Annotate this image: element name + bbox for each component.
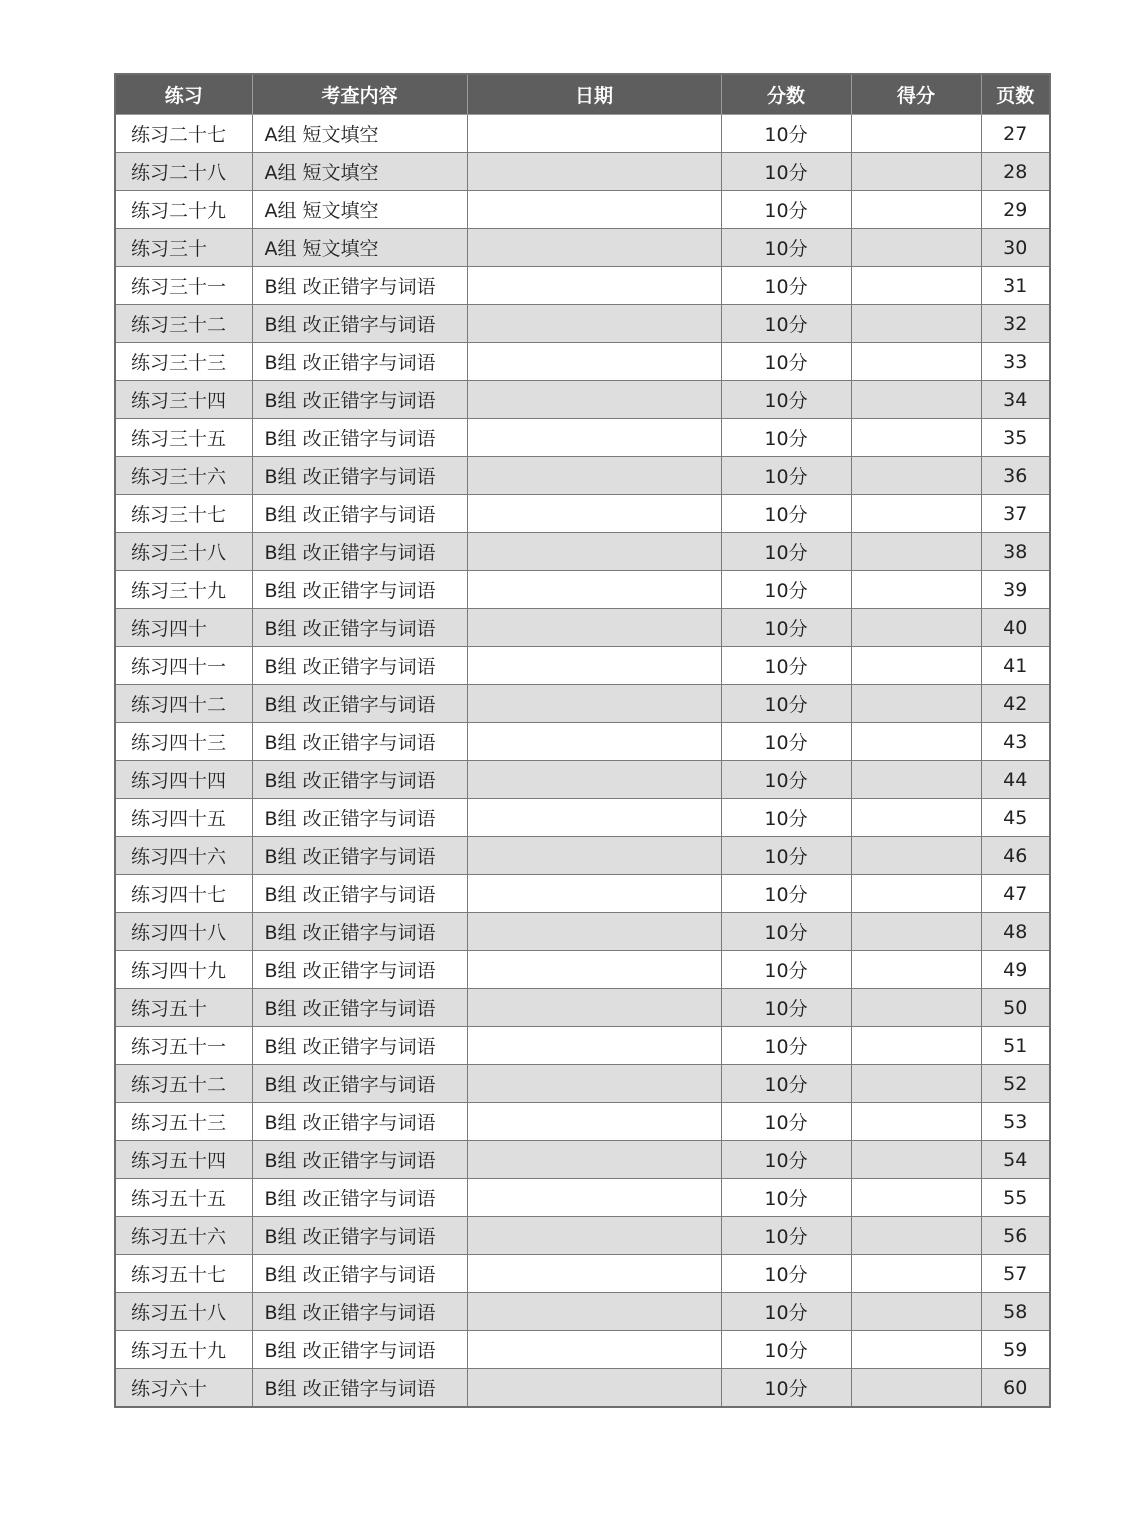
date-cell[interactable] (467, 1255, 721, 1293)
content-cell: B组 改正错字与词语 (252, 381, 467, 419)
date-cell[interactable] (467, 989, 721, 1027)
score-cell: 10分 (721, 1179, 851, 1217)
date-cell[interactable] (467, 267, 721, 305)
exercise-name-cell: 练习三十九 (115, 571, 252, 609)
earned-score-cell[interactable] (851, 1331, 981, 1369)
page-number-cell: 30 (981, 229, 1050, 267)
exercise-name-cell: 练习五十一 (115, 1027, 252, 1065)
table-row (115, 1331, 1050, 1369)
table-header (115, 74, 1050, 115)
score-cell: 10分 (721, 457, 851, 495)
date-cell[interactable] (467, 153, 721, 191)
date-cell[interactable] (467, 875, 721, 913)
exercise-name-cell: 练习四十四 (115, 761, 252, 799)
earned-score-cell[interactable] (851, 647, 981, 685)
score-cell: 10分 (721, 1369, 851, 1408)
page-number-cell: 56 (981, 1217, 1050, 1255)
exercise-name-cell: 练习三十二 (115, 305, 252, 343)
exercise-name-cell: 练习四十九 (115, 951, 252, 989)
score-cell: 10分 (721, 647, 851, 685)
page-number-cell: 42 (981, 685, 1050, 723)
earned-score-cell[interactable] (851, 1141, 981, 1179)
table-row (115, 495, 1050, 533)
table-row (115, 685, 1050, 723)
date-cell[interactable] (467, 1065, 721, 1103)
earned-score-cell[interactable] (851, 1179, 981, 1217)
content-cell: B组 改正错字与词语 (252, 685, 467, 723)
exercise-name-cell: 练习三十一 (115, 267, 252, 305)
header-row (115, 74, 1050, 115)
table-row (115, 305, 1050, 343)
score-cell: 10分 (721, 1027, 851, 1065)
content-cell: B组 改正错字与词语 (252, 1331, 467, 1369)
exercise-name-cell: 练习三十 (115, 229, 252, 267)
table-row (115, 723, 1050, 761)
earned-score-cell[interactable] (851, 685, 981, 723)
content-cell: B组 改正错字与词语 (252, 457, 467, 495)
earned-score-cell[interactable] (851, 115, 981, 153)
content-cell: B组 改正错字与词语 (252, 1065, 467, 1103)
score-cell: 10分 (721, 305, 851, 343)
score-cell: 10分 (721, 875, 851, 913)
table-row (115, 191, 1050, 229)
content-cell: B组 改正错字与词语 (252, 1179, 467, 1217)
date-cell[interactable] (467, 685, 721, 723)
page-number-cell: 59 (981, 1331, 1050, 1369)
earned-score-cell[interactable] (851, 191, 981, 229)
page-number-cell: 39 (981, 571, 1050, 609)
earned-score-cell[interactable] (851, 1255, 981, 1293)
table-row (115, 989, 1050, 1027)
exercise-name-cell: 练习四十五 (115, 799, 252, 837)
exercise-name-cell: 练习四十八 (115, 913, 252, 951)
date-cell[interactable] (467, 419, 721, 457)
table-row (115, 1103, 1050, 1141)
table-row (115, 1369, 1050, 1408)
date-cell[interactable] (467, 1179, 721, 1217)
content-cell: B组 改正错字与词语 (252, 343, 467, 381)
table-row (115, 267, 1050, 305)
page-number-cell: 27 (981, 115, 1050, 153)
exercise-name-cell: 练习三十四 (115, 381, 252, 419)
date-cell[interactable] (467, 1141, 721, 1179)
date-cell[interactable] (467, 533, 721, 571)
earned-score-cell[interactable] (851, 571, 981, 609)
exercise-name-cell: 练习五十四 (115, 1141, 252, 1179)
table-row (115, 951, 1050, 989)
content-cell: B组 改正错字与词语 (252, 1103, 467, 1141)
page-number-cell: 28 (981, 153, 1050, 191)
page-number-cell: 53 (981, 1103, 1050, 1141)
exercise-table (114, 73, 1051, 1408)
header-score: 分数 (721, 74, 851, 115)
table-row (115, 837, 1050, 875)
table-body (115, 115, 1050, 1408)
content-cell: B组 改正错字与词语 (252, 875, 467, 913)
exercise-name-cell: 练习四十 (115, 609, 252, 647)
earned-score-cell[interactable] (851, 153, 981, 191)
exercise-name-cell: 练习四十三 (115, 723, 252, 761)
header-page: 页数 (981, 74, 1050, 115)
table-row (115, 343, 1050, 381)
date-cell[interactable] (467, 951, 721, 989)
page-number-cell: 43 (981, 723, 1050, 761)
page-number-cell: 45 (981, 799, 1050, 837)
page-number-cell: 47 (981, 875, 1050, 913)
table-row (115, 913, 1050, 951)
date-cell[interactable] (467, 381, 721, 419)
header-date: 日期 (467, 74, 721, 115)
page-number-cell: 57 (981, 1255, 1050, 1293)
score-cell: 10分 (721, 913, 851, 951)
score-cell: 10分 (721, 191, 851, 229)
table-row (115, 1179, 1050, 1217)
table-row (115, 799, 1050, 837)
score-cell: 10分 (721, 799, 851, 837)
content-cell: B组 改正错字与词语 (252, 1217, 467, 1255)
page-number-cell: 29 (981, 191, 1050, 229)
exercise-name-cell: 练习三十七 (115, 495, 252, 533)
table-row (115, 571, 1050, 609)
exercise-name-cell: 练习二十九 (115, 191, 252, 229)
table-row (115, 1255, 1050, 1293)
date-cell[interactable] (467, 343, 721, 381)
table-row (115, 609, 1050, 647)
page-number-cell: 37 (981, 495, 1050, 533)
page-number-cell: 41 (981, 647, 1050, 685)
earned-score-cell[interactable] (851, 495, 981, 533)
exercise-name-cell: 练习二十七 (115, 115, 252, 153)
content-cell: A组 短文填空 (252, 229, 467, 267)
exercise-name-cell: 练习五十二 (115, 1065, 252, 1103)
exercise-name-cell: 练习四十一 (115, 647, 252, 685)
exercise-name-cell: 练习五十九 (115, 1331, 252, 1369)
table-row (115, 647, 1050, 685)
score-cell: 10分 (721, 1065, 851, 1103)
content-cell: A组 短文填空 (252, 115, 467, 153)
table-row (115, 1027, 1050, 1065)
exercise-name-cell: 练习二十八 (115, 153, 252, 191)
score-cell: 10分 (721, 533, 851, 571)
score-cell: 10分 (721, 495, 851, 533)
content-cell: B组 改正错字与词语 (252, 267, 467, 305)
date-cell[interactable] (467, 305, 721, 343)
date-cell[interactable] (467, 1027, 721, 1065)
content-cell: B组 改正错字与词语 (252, 305, 467, 343)
date-cell[interactable] (467, 723, 721, 761)
table-row (115, 381, 1050, 419)
page-number-cell: 55 (981, 1179, 1050, 1217)
header-earned: 得分 (851, 74, 981, 115)
content-cell: B组 改正错字与词语 (252, 1141, 467, 1179)
page-number-cell: 54 (981, 1141, 1050, 1179)
exercise-name-cell: 练习六十 (115, 1369, 252, 1408)
date-cell[interactable] (467, 1293, 721, 1331)
page-number-cell: 36 (981, 457, 1050, 495)
earned-score-cell[interactable] (851, 419, 981, 457)
earned-score-cell[interactable] (851, 381, 981, 419)
table-row (115, 153, 1050, 191)
table-row (115, 1141, 1050, 1179)
content-cell: B组 改正错字与词语 (252, 419, 467, 457)
date-cell[interactable] (467, 1369, 721, 1408)
content-cell: B组 改正错字与词语 (252, 647, 467, 685)
earned-score-cell[interactable] (851, 913, 981, 951)
exercise-name-cell: 练习三十八 (115, 533, 252, 571)
page-number-cell: 40 (981, 609, 1050, 647)
date-cell[interactable] (467, 229, 721, 267)
score-cell: 10分 (721, 419, 851, 457)
earned-score-cell[interactable] (851, 1103, 981, 1141)
date-cell[interactable] (467, 115, 721, 153)
date-cell[interactable] (467, 761, 721, 799)
header-exercise: 练习 (115, 74, 252, 115)
date-cell[interactable] (467, 495, 721, 533)
content-cell: B组 改正错字与词语 (252, 989, 467, 1027)
exercise-name-cell: 练习三十六 (115, 457, 252, 495)
date-cell[interactable] (467, 837, 721, 875)
score-cell: 10分 (721, 837, 851, 875)
content-cell: B组 改正错字与词语 (252, 1255, 467, 1293)
content-cell: A组 短文填空 (252, 191, 467, 229)
date-cell[interactable] (467, 609, 721, 647)
exercise-name-cell: 练习四十六 (115, 837, 252, 875)
earned-score-cell[interactable] (851, 1027, 981, 1065)
page-number-cell: 33 (981, 343, 1050, 381)
page-number-cell: 49 (981, 951, 1050, 989)
score-cell: 10分 (721, 115, 851, 153)
exercise-score-sheet (114, 73, 1049, 1408)
content-cell: B组 改正错字与词语 (252, 913, 467, 951)
earned-score-cell[interactable] (851, 267, 981, 305)
exercise-name-cell: 练习五十三 (115, 1103, 252, 1141)
table-row (115, 115, 1050, 153)
earned-score-cell[interactable] (851, 305, 981, 343)
table-row (115, 457, 1050, 495)
content-cell: B组 改正错字与词语 (252, 609, 467, 647)
score-cell: 10分 (721, 685, 851, 723)
score-cell: 10分 (721, 1103, 851, 1141)
date-cell[interactable] (467, 799, 721, 837)
score-cell: 10分 (721, 571, 851, 609)
earned-score-cell[interactable] (851, 875, 981, 913)
page-number-cell: 46 (981, 837, 1050, 875)
content-cell: B组 改正错字与词语 (252, 1369, 467, 1408)
page-number-cell: 51 (981, 1027, 1050, 1065)
score-cell: 10分 (721, 1293, 851, 1331)
score-cell: 10分 (721, 153, 851, 191)
date-cell[interactable] (467, 647, 721, 685)
content-cell: B组 改正错字与词语 (252, 571, 467, 609)
page-number-cell: 38 (981, 533, 1050, 571)
score-cell: 10分 (721, 1217, 851, 1255)
page-number-cell: 52 (981, 1065, 1050, 1103)
content-cell: B组 改正错字与词语 (252, 761, 467, 799)
table-row (115, 1217, 1050, 1255)
score-cell: 10分 (721, 609, 851, 647)
content-cell: B组 改正错字与词语 (252, 533, 467, 571)
exercise-name-cell: 练习三十三 (115, 343, 252, 381)
score-cell: 10分 (721, 723, 851, 761)
table-row (115, 229, 1050, 267)
date-cell[interactable] (467, 913, 721, 951)
content-cell: B组 改正错字与词语 (252, 1027, 467, 1065)
score-cell: 10分 (721, 267, 851, 305)
earned-score-cell[interactable] (851, 609, 981, 647)
content-cell: B组 改正错字与词语 (252, 495, 467, 533)
score-cell: 10分 (721, 1141, 851, 1179)
earned-score-cell[interactable] (851, 1217, 981, 1255)
score-cell: 10分 (721, 229, 851, 267)
earned-score-cell[interactable] (851, 799, 981, 837)
page-number-cell: 58 (981, 1293, 1050, 1331)
page-number-cell: 48 (981, 913, 1050, 951)
content-cell: B组 改正错字与词语 (252, 723, 467, 761)
table-row (115, 419, 1050, 457)
page-number-cell: 50 (981, 989, 1050, 1027)
earned-score-cell[interactable] (851, 457, 981, 495)
earned-score-cell[interactable] (851, 761, 981, 799)
date-cell[interactable] (467, 1103, 721, 1141)
date-cell[interactable] (467, 571, 721, 609)
table-row (115, 533, 1050, 571)
content-cell: B组 改正错字与词语 (252, 1293, 467, 1331)
score-cell: 10分 (721, 989, 851, 1027)
exercise-name-cell: 练习五十八 (115, 1293, 252, 1331)
exercise-name-cell: 练习五十七 (115, 1255, 252, 1293)
earned-score-cell[interactable] (851, 229, 981, 267)
page-number-cell: 44 (981, 761, 1050, 799)
header-content: 考查内容 (252, 74, 467, 115)
page-number-cell: 60 (981, 1369, 1050, 1408)
content-cell: A组 短文填空 (252, 153, 467, 191)
score-cell: 10分 (721, 761, 851, 799)
score-cell: 10分 (721, 951, 851, 989)
earned-score-cell[interactable] (851, 533, 981, 571)
content-cell: B组 改正错字与词语 (252, 951, 467, 989)
earned-score-cell[interactable] (851, 837, 981, 875)
score-cell: 10分 (721, 343, 851, 381)
table-row (115, 1065, 1050, 1103)
earned-score-cell[interactable] (851, 989, 981, 1027)
score-cell: 10分 (721, 381, 851, 419)
earned-score-cell[interactable] (851, 343, 981, 381)
date-cell[interactable] (467, 191, 721, 229)
table-row (115, 875, 1050, 913)
exercise-name-cell: 练习五十五 (115, 1179, 252, 1217)
earned-score-cell[interactable] (851, 1065, 981, 1103)
date-cell[interactable] (467, 1217, 721, 1255)
page-number-cell: 32 (981, 305, 1050, 343)
earned-score-cell[interactable] (851, 951, 981, 989)
page-number-cell: 31 (981, 267, 1050, 305)
earned-score-cell[interactable] (851, 723, 981, 761)
score-cell: 10分 (721, 1331, 851, 1369)
table-row (115, 761, 1050, 799)
earned-score-cell[interactable] (851, 1369, 981, 1408)
exercise-name-cell: 练习五十六 (115, 1217, 252, 1255)
score-cell: 10分 (721, 1255, 851, 1293)
date-cell[interactable] (467, 457, 721, 495)
exercise-name-cell: 练习三十五 (115, 419, 252, 457)
page-number-cell: 35 (981, 419, 1050, 457)
exercise-name-cell: 练习四十二 (115, 685, 252, 723)
earned-score-cell[interactable] (851, 1293, 981, 1331)
page-number-cell: 34 (981, 381, 1050, 419)
table-row (115, 1293, 1050, 1331)
content-cell: B组 改正错字与词语 (252, 799, 467, 837)
date-cell[interactable] (467, 1331, 721, 1369)
content-cell: B组 改正错字与词语 (252, 837, 467, 875)
exercise-name-cell: 练习五十 (115, 989, 252, 1027)
exercise-name-cell: 练习四十七 (115, 875, 252, 913)
